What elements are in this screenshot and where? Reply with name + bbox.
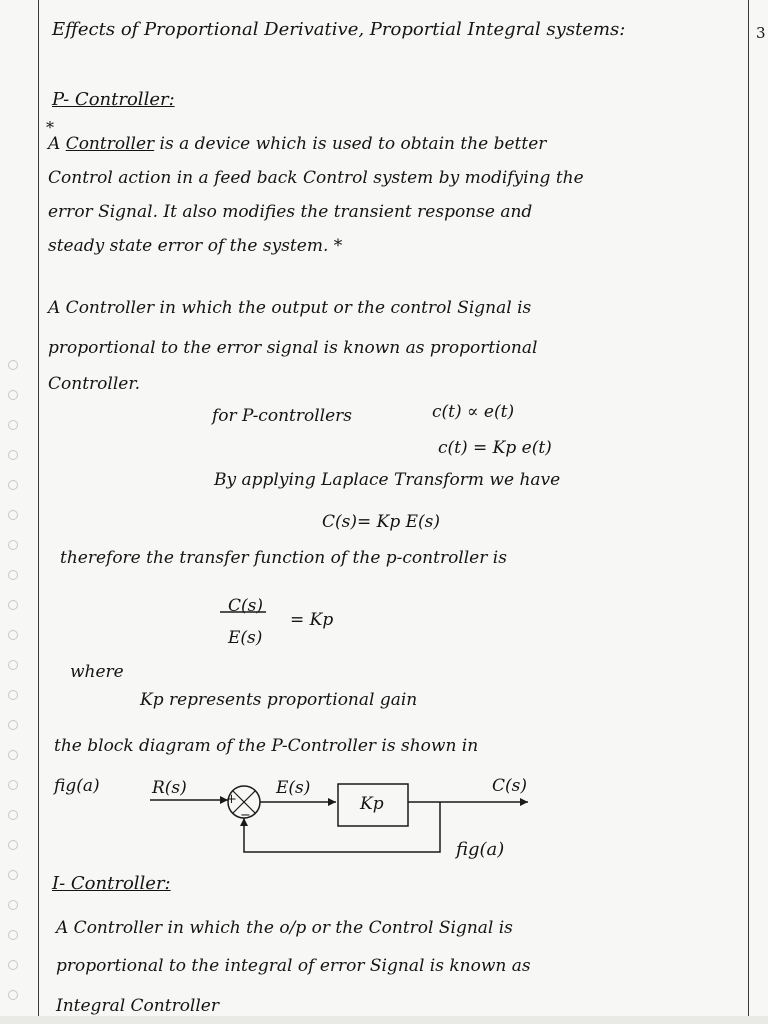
controller-term: Controller bbox=[65, 134, 155, 154]
diagram-gain-label: Kp bbox=[360, 794, 384, 814]
i-controller-line: A Controller in which the o/p or the Control Signal is bbox=[56, 918, 513, 938]
diagram-output-label: C(s) bbox=[492, 776, 527, 796]
p-controller-heading: P- Controller: bbox=[52, 89, 175, 110]
page-number: 3 bbox=[756, 24, 766, 42]
definition-line: steady state error of the system. * bbox=[48, 236, 343, 256]
tf-denominator: E(s) bbox=[228, 628, 263, 648]
page-title: Effects of Proportional Derivative, Proportial Integral systems: bbox=[52, 19, 626, 40]
equation-intro: for P-controllers bbox=[212, 406, 352, 426]
error-arrowhead bbox=[328, 798, 336, 806]
paragraph-line: A Controller in which the output or the control Signal is bbox=[48, 298, 532, 318]
i-controller-heading: I- Controller: bbox=[52, 873, 171, 894]
diagram-error-label: E(s) bbox=[276, 778, 311, 798]
definition-star: * bbox=[46, 118, 54, 137]
tf-result: = Kp bbox=[290, 610, 334, 630]
block-diagram-text: the block diagram of the P-Controller is shown in bbox=[54, 736, 479, 756]
definition-line: A Controller is a device which is used to obtain the better bbox=[48, 134, 547, 154]
tf-numerator: C(s) bbox=[228, 596, 263, 616]
i-controller-line: Integral Controller bbox=[56, 996, 219, 1016]
laplace-text: By applying Laplace Transform we have bbox=[214, 470, 561, 490]
paragraph-line: proportional to the error signal is known as proportional bbox=[48, 338, 538, 358]
where-label: where bbox=[70, 662, 124, 682]
figure-caption: fig(a) bbox=[456, 839, 505, 860]
definition-text: is a device which is used to obtain the better bbox=[159, 134, 547, 154]
feedback-path bbox=[244, 802, 440, 852]
definition-line: Control action in a feed back Control system by modifying the bbox=[48, 168, 584, 188]
gain-description: Kp represents proportional gain bbox=[140, 690, 418, 710]
diagram-minus-sign: − bbox=[240, 808, 251, 823]
equation-time-domain: c(t) = Kp e(t) bbox=[438, 438, 552, 458]
equation-laplace: C(s)= Kp E(s) bbox=[322, 512, 441, 532]
equation-proportional: c(t) ∝ e(t) bbox=[432, 402, 515, 422]
diagram-input-label: R(s) bbox=[152, 778, 187, 798]
paragraph-line: Controller. bbox=[48, 374, 140, 394]
definition-line: error Signal. It also modifies the transient response and bbox=[48, 202, 533, 222]
output-arrowhead bbox=[520, 798, 528, 806]
transfer-function-text: therefore the transfer function of the p-controller is bbox=[60, 548, 507, 568]
diagram-plus-sign: + bbox=[226, 792, 237, 807]
figure-reference: fig(a) bbox=[54, 776, 100, 796]
i-controller-line: proportional to the integral of error Signal is known as bbox=[56, 956, 531, 976]
